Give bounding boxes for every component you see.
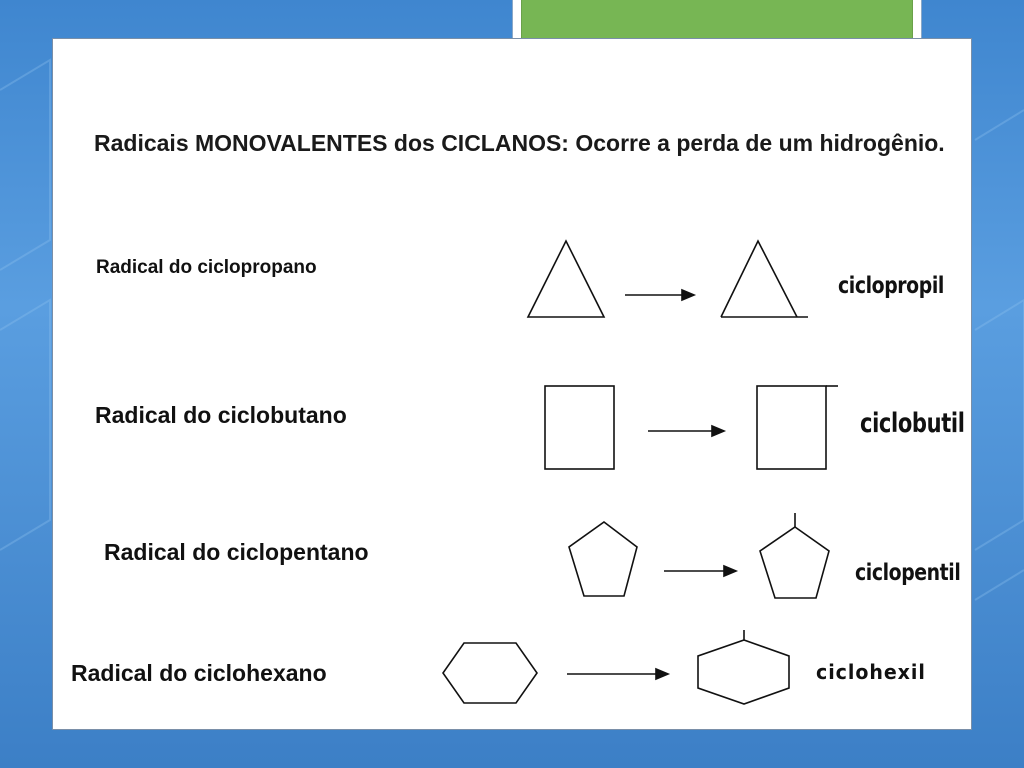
arrow-2-head xyxy=(712,426,724,436)
name-ciclopropil: ciclopropil xyxy=(838,273,944,299)
hexagon-radical-structure xyxy=(698,640,789,704)
slide-heading: Radicais MONOVALENTES dos CICLANOS: Ocorre a perda de um hidrogênio. xyxy=(94,130,945,156)
pentagon-structure xyxy=(569,522,637,596)
arrow-3-head xyxy=(724,566,736,576)
triangle-structure xyxy=(528,241,604,317)
name-ciclohexil: ciclohexil xyxy=(816,660,926,684)
pentagon-radical-structure xyxy=(760,527,829,598)
label-ciclobutano: Radical do ciclobutano xyxy=(95,402,347,428)
name-ciclopentil: ciclopentil xyxy=(855,560,961,586)
triangle-radical-structure xyxy=(721,241,797,317)
arrow-1-head xyxy=(682,290,694,300)
hexagon-structure xyxy=(443,643,537,703)
label-ciclohexano: Radical do ciclohexano xyxy=(71,660,327,686)
name-ciclobutil: ciclobutil xyxy=(860,408,965,439)
label-ciclopropano: Radical do ciclopropano xyxy=(96,257,317,278)
label-ciclopentano: Radical do ciclopentano xyxy=(104,539,369,565)
square-structure xyxy=(545,386,614,469)
arrow-4-head xyxy=(656,669,668,679)
square-radical-structure xyxy=(757,386,826,469)
